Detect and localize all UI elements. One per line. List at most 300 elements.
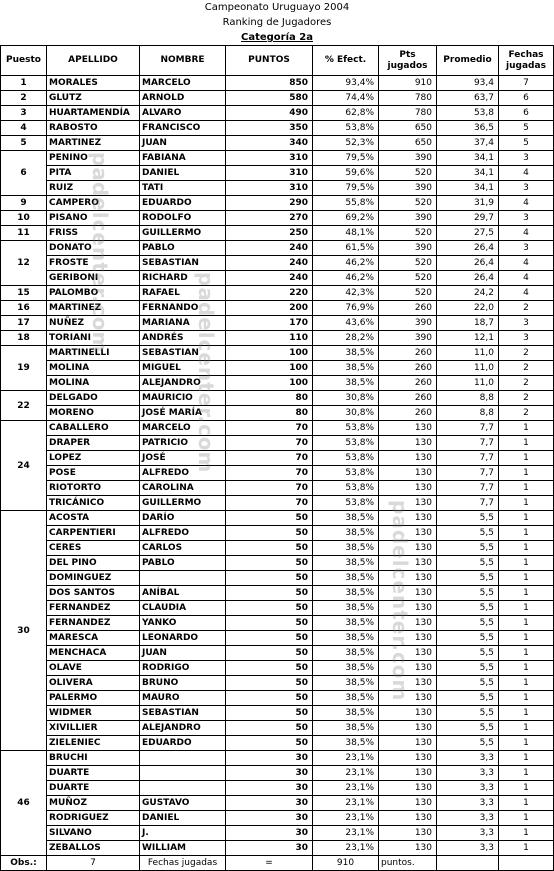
pts-jugados-cell: 520 bbox=[379, 226, 437, 241]
watermark-left: padelcenter.com bbox=[88, 152, 112, 354]
column-header-nombre: NOMBRE bbox=[140, 46, 226, 76]
fechas-jugadas-cell: 1 bbox=[499, 586, 554, 601]
nombre-cell: EDUARDO bbox=[140, 196, 226, 211]
efectividad-cell: 30,8% bbox=[313, 391, 379, 406]
nombre-cell: PABLO bbox=[140, 556, 226, 571]
promedio-cell: 34,1 bbox=[437, 151, 499, 166]
pts-jugados-cell: 390 bbox=[379, 151, 437, 166]
promedio-cell: 5,5 bbox=[437, 616, 499, 631]
fechas-jugadas-cell: 1 bbox=[499, 646, 554, 661]
nombre-cell: ALEJANDRO bbox=[140, 376, 226, 391]
puntos-cell: 70 bbox=[226, 481, 313, 496]
table-row bbox=[1, 826, 554, 841]
efectividad-cell: 79,5% bbox=[313, 151, 379, 166]
pts-jugados-cell: 130 bbox=[379, 811, 437, 826]
efectividad-cell: 48,1% bbox=[313, 226, 379, 241]
nombre-cell: FERNANDO bbox=[140, 301, 226, 316]
promedio-cell: 29,7 bbox=[437, 211, 499, 226]
fechas-jugadas-cell: 1 bbox=[499, 751, 554, 766]
fechas-jugadas-cell: 6 bbox=[499, 91, 554, 106]
efectividad-cell: 46,2% bbox=[313, 271, 379, 286]
apellido-cell: DELGADO bbox=[47, 391, 140, 406]
efectividad-cell: 53,8% bbox=[313, 481, 379, 496]
apellido-cell: DUARTE bbox=[47, 766, 140, 781]
pts-jugados-cell: 260 bbox=[379, 406, 437, 421]
puntos-cell: 80 bbox=[226, 391, 313, 406]
promedio-cell: 5,5 bbox=[437, 586, 499, 601]
nombre-cell: DANIEL bbox=[140, 811, 226, 826]
nombre-cell bbox=[140, 751, 226, 766]
puesto-cell: 1 bbox=[1, 76, 47, 91]
pts-jugados-cell: 260 bbox=[379, 301, 437, 316]
fechas-jugadas-cell: 3 bbox=[499, 211, 554, 226]
fechas-jugadas-cell: 1 bbox=[499, 541, 554, 556]
table-row bbox=[1, 421, 554, 436]
promedio-cell: 11,0 bbox=[437, 346, 499, 361]
nombre-cell: GUSTAVO bbox=[140, 796, 226, 811]
nombre-cell: GUILLERMO bbox=[140, 226, 226, 241]
pts-jugados-cell: 130 bbox=[379, 451, 437, 466]
table-row bbox=[1, 466, 554, 481]
table-row bbox=[1, 241, 554, 256]
efectividad-cell: 38,5% bbox=[313, 511, 379, 526]
puntos-cell: 70 bbox=[226, 466, 313, 481]
puntos-cell: 110 bbox=[226, 331, 313, 346]
apellido-cell: DOS SANTOS bbox=[47, 586, 140, 601]
apellido-cell: BRUCHI bbox=[47, 751, 140, 766]
fechas-jugadas-cell: 1 bbox=[499, 736, 554, 751]
apellido-cell: OLIVERA bbox=[47, 676, 140, 691]
efectividad-cell: 53,8% bbox=[313, 496, 379, 511]
table-row bbox=[1, 766, 554, 781]
table-row bbox=[1, 616, 554, 631]
puesto-cell: 12 bbox=[1, 241, 47, 286]
promedio-cell: 5,5 bbox=[437, 556, 499, 571]
pts-jugados-cell: 130 bbox=[379, 691, 437, 706]
fechas-jugadas-cell: 1 bbox=[499, 691, 554, 706]
efectividad-cell: 74,4% bbox=[313, 91, 379, 106]
apellido-cell: PALERMO bbox=[47, 691, 140, 706]
fechas-jugadas-cell: 1 bbox=[499, 481, 554, 496]
watermark-center: padelcenter.com bbox=[194, 272, 218, 474]
puesto-cell: 18 bbox=[1, 331, 47, 346]
puntos-cell: 310 bbox=[226, 166, 313, 181]
table-row bbox=[1, 451, 554, 466]
pts-jugados-cell: 520 bbox=[379, 286, 437, 301]
puntos-cell: 490 bbox=[226, 106, 313, 121]
efectividad-cell: 76,9% bbox=[313, 301, 379, 316]
pts-jugados-cell: 390 bbox=[379, 331, 437, 346]
apellido-cell: GERIBONI bbox=[47, 271, 140, 286]
table-row bbox=[1, 841, 554, 856]
efectividad-cell: 42,3% bbox=[313, 286, 379, 301]
table-row bbox=[1, 151, 554, 166]
pts-jugados-cell: 130 bbox=[379, 631, 437, 646]
apellido-cell: CARPENTIERI bbox=[47, 526, 140, 541]
pts-jugados-cell: 130 bbox=[379, 586, 437, 601]
apellido-cell: POSE bbox=[47, 466, 140, 481]
apellido-cell: PITA bbox=[47, 166, 140, 181]
nombre-cell: LEONARDO bbox=[140, 631, 226, 646]
fechas-jugadas-cell: 1 bbox=[499, 421, 554, 436]
fechas-jugadas-cell: 1 bbox=[499, 826, 554, 841]
puntos-cell: 100 bbox=[226, 346, 313, 361]
fechas-jugadas-cell: 1 bbox=[499, 706, 554, 721]
category-title: Categoría 2a bbox=[241, 32, 313, 43]
promedio-cell: 3,3 bbox=[437, 766, 499, 781]
pts-jugados-cell: 780 bbox=[379, 91, 437, 106]
fechas-jugadas-cell: 4 bbox=[499, 226, 554, 241]
table-row bbox=[1, 691, 554, 706]
nombre-cell: RAFAEL bbox=[140, 286, 226, 301]
pts-jugados-cell: 130 bbox=[379, 481, 437, 496]
fechas-jugadas-cell: 5 bbox=[499, 136, 554, 151]
promedio-cell: 3,3 bbox=[437, 796, 499, 811]
apellido-cell: CERES bbox=[47, 541, 140, 556]
puesto-cell: 9 bbox=[1, 196, 47, 211]
puntos-label: puntos. bbox=[379, 856, 437, 871]
apellido-cell: RIOTORTO bbox=[47, 481, 140, 496]
puntos-cell: 30 bbox=[226, 766, 313, 781]
efectividad-cell: 43,6% bbox=[313, 316, 379, 331]
fechas-jugadas-cell: 1 bbox=[499, 451, 554, 466]
apellido-cell: HUARTAMENDÍA bbox=[47, 106, 140, 121]
puesto-cell: 4 bbox=[1, 121, 47, 136]
efectividad-cell: 79,5% bbox=[313, 181, 379, 196]
apellido-cell: PENINO bbox=[47, 151, 140, 166]
table-row bbox=[1, 256, 554, 271]
fechas-jugadas-cell: 1 bbox=[499, 616, 554, 631]
table-row bbox=[1, 736, 554, 751]
table-row bbox=[1, 136, 554, 151]
pts-jugados-cell: 130 bbox=[379, 661, 437, 676]
nombre-cell: DANIEL bbox=[140, 166, 226, 181]
pts-jugados-cell: 650 bbox=[379, 121, 437, 136]
pts-jugados-cell: 520 bbox=[379, 166, 437, 181]
nombre-cell: PABLO bbox=[140, 241, 226, 256]
promedio-cell: 11,0 bbox=[437, 376, 499, 391]
nombre-cell: FABIANA bbox=[140, 151, 226, 166]
fechas-jugadas-cell: 2 bbox=[499, 346, 554, 361]
puntos-cell: 80 bbox=[226, 406, 313, 421]
table-row bbox=[1, 556, 554, 571]
nombre-cell: J. bbox=[140, 826, 226, 841]
fechas-jugadas-cell: 1 bbox=[499, 466, 554, 481]
puntos-cell: 850 bbox=[226, 76, 313, 91]
puntos-cell: 50 bbox=[226, 706, 313, 721]
nombre-cell: MAURO bbox=[140, 691, 226, 706]
puntos-cell: 50 bbox=[226, 556, 313, 571]
table-header-row bbox=[1, 46, 554, 76]
nombre-cell bbox=[140, 781, 226, 796]
apellido-cell: MARTINEZ bbox=[47, 136, 140, 151]
promedio-cell: 5,5 bbox=[437, 571, 499, 586]
efectividad-cell: 53,8% bbox=[313, 421, 379, 436]
pts-jugados-cell: 130 bbox=[379, 541, 437, 556]
puntos-cell: 30 bbox=[226, 781, 313, 796]
fechas-jugadas-cell: 2 bbox=[499, 376, 554, 391]
efectividad-cell: 23,1% bbox=[313, 811, 379, 826]
championship-title: Campeonato Uruguayo 2004 bbox=[204, 2, 350, 13]
table-row bbox=[1, 631, 554, 646]
puntos-cell: 50 bbox=[226, 676, 313, 691]
fechas-jugadas-cell: 1 bbox=[499, 781, 554, 796]
efectividad-cell: 23,1% bbox=[313, 766, 379, 781]
efectividad-cell: 38,5% bbox=[313, 661, 379, 676]
table-row bbox=[1, 676, 554, 691]
promedio-cell: 5,5 bbox=[437, 736, 499, 751]
nombre-cell: JUAN bbox=[140, 136, 226, 151]
apellido-cell: RABOSTO bbox=[47, 121, 140, 136]
apellido-cell: MARESCA bbox=[47, 631, 140, 646]
promedio-cell: 8,8 bbox=[437, 391, 499, 406]
puntos-cell: 50 bbox=[226, 616, 313, 631]
nombre-cell: MARIANA bbox=[140, 316, 226, 331]
table-row bbox=[1, 181, 554, 196]
nombre-cell: ALFREDO bbox=[140, 526, 226, 541]
puntos-cell: 50 bbox=[226, 691, 313, 706]
table-row bbox=[1, 376, 554, 391]
nombre-cell: WILLIAM bbox=[140, 841, 226, 856]
puesto-cell: 19 bbox=[1, 346, 47, 391]
puntos-cell: 50 bbox=[226, 586, 313, 601]
efectividad-cell: 38,5% bbox=[313, 361, 379, 376]
table-row bbox=[1, 496, 554, 511]
pts-jugados-cell: 130 bbox=[379, 556, 437, 571]
apellido-cell: ACOSTA bbox=[47, 511, 140, 526]
puntos-cell: 30 bbox=[226, 841, 313, 856]
apellido-cell: SILVANO bbox=[47, 826, 140, 841]
table-row bbox=[1, 586, 554, 601]
pts-jugados-cell: 130 bbox=[379, 571, 437, 586]
pts-jugados-cell: 390 bbox=[379, 241, 437, 256]
ranking-subtitle: Ranking de Jugadores bbox=[222, 17, 332, 28]
pts-jugados-cell: 130 bbox=[379, 796, 437, 811]
table-row bbox=[1, 706, 554, 721]
table-row bbox=[1, 526, 554, 541]
nombre-cell: CAROLINA bbox=[140, 481, 226, 496]
promedio-cell: 5,5 bbox=[437, 691, 499, 706]
puntos-cell: 350 bbox=[226, 121, 313, 136]
promedio-cell: 5,5 bbox=[437, 721, 499, 736]
efectividad-cell: 69,2% bbox=[313, 211, 379, 226]
efectividad-cell: 38,5% bbox=[313, 526, 379, 541]
pts-jugados-cell: 260 bbox=[379, 346, 437, 361]
fechas-jugadas-cell: 3 bbox=[499, 151, 554, 166]
promedio-cell: 7,7 bbox=[437, 421, 499, 436]
puntos-cell: 50 bbox=[226, 661, 313, 676]
apellido-cell: PISANO bbox=[47, 211, 140, 226]
puntos-cell: 50 bbox=[226, 526, 313, 541]
apellido-cell: DUARTE bbox=[47, 781, 140, 796]
fechas-jugadas-cell: 1 bbox=[499, 796, 554, 811]
promedio-cell: 7,7 bbox=[437, 496, 499, 511]
nombre-cell: ANÍBAL bbox=[140, 586, 226, 601]
pts-jugados-cell: 390 bbox=[379, 211, 437, 226]
obs-label: Obs.: bbox=[1, 856, 47, 871]
puesto-cell: 15 bbox=[1, 286, 47, 301]
apellido-cell: WIDMER bbox=[47, 706, 140, 721]
fechas-jugadas-cell: 1 bbox=[499, 571, 554, 586]
pts-jugados-cell: 130 bbox=[379, 466, 437, 481]
promedio-cell: 7,7 bbox=[437, 451, 499, 466]
promedio-cell: 12,1 bbox=[437, 331, 499, 346]
fechas-jugadas-cell: 1 bbox=[499, 661, 554, 676]
puntos-cell: 310 bbox=[226, 151, 313, 166]
efectividad-cell: 23,1% bbox=[313, 796, 379, 811]
pts-jugados-cell: 520 bbox=[379, 256, 437, 271]
fechas-jugadas-cell: 1 bbox=[499, 631, 554, 646]
promedio-cell: 26,4 bbox=[437, 241, 499, 256]
promedio-cell: 5,5 bbox=[437, 676, 499, 691]
efectividad-cell: 53,8% bbox=[313, 121, 379, 136]
promedio-cell: 7,7 bbox=[437, 436, 499, 451]
puntos-cell: 170 bbox=[226, 316, 313, 331]
puesto-cell: 3 bbox=[1, 106, 47, 121]
apellido-cell: RUIZ bbox=[47, 181, 140, 196]
pts-jugados-cell: 130 bbox=[379, 646, 437, 661]
column-header-apellido: APELLIDO bbox=[47, 46, 140, 76]
puesto-cell: 22 bbox=[1, 391, 47, 421]
table-row bbox=[1, 661, 554, 676]
apellido-cell: NUÑEZ bbox=[47, 316, 140, 331]
footer-empty-cell bbox=[437, 856, 499, 871]
apellido-cell: FRISS bbox=[47, 226, 140, 241]
apellido-cell: CAMPERO bbox=[47, 196, 140, 211]
puesto-cell: 24 bbox=[1, 421, 47, 511]
puntos-cell: 290 bbox=[226, 196, 313, 211]
apellido-cell: GLUTZ bbox=[47, 91, 140, 106]
efectividad-cell: 38,5% bbox=[313, 616, 379, 631]
efectividad-cell: 23,1% bbox=[313, 826, 379, 841]
efectividad-cell: 23,1% bbox=[313, 751, 379, 766]
puntos-cell: 30 bbox=[226, 796, 313, 811]
nombre-cell: SEBASTIAN bbox=[140, 346, 226, 361]
fechas-jugadas-cell: 3 bbox=[499, 181, 554, 196]
apellido-cell: MARTINELLI bbox=[47, 346, 140, 361]
equals-sign: = bbox=[226, 856, 313, 871]
apellido-cell: CABALLERO bbox=[47, 421, 140, 436]
nombre-cell: EDUARDO bbox=[140, 736, 226, 751]
table-row bbox=[1, 541, 554, 556]
efectividad-cell: 38,5% bbox=[313, 346, 379, 361]
fechas-jugadas-cell: 1 bbox=[499, 601, 554, 616]
nombre-cell: JUAN bbox=[140, 646, 226, 661]
puntos-cell: 220 bbox=[226, 286, 313, 301]
promedio-cell: 3,3 bbox=[437, 781, 499, 796]
watermark-right: padelcenter.com bbox=[388, 500, 412, 702]
promedio-cell: 7,7 bbox=[437, 466, 499, 481]
table-row bbox=[1, 511, 554, 526]
fechas-label: Fechas jugadas bbox=[140, 856, 226, 871]
puntos-cell: 50 bbox=[226, 721, 313, 736]
pts-jugados-cell: 130 bbox=[379, 496, 437, 511]
apellido-cell: DEL PINO bbox=[47, 556, 140, 571]
apellido-cell: MOLINA bbox=[47, 361, 140, 376]
apellido-cell: MENCHACA bbox=[47, 646, 140, 661]
nombre-cell: TATI bbox=[140, 181, 226, 196]
fechas-jugadas-cell: 4 bbox=[499, 166, 554, 181]
fechas-jugadas-cell: 4 bbox=[499, 256, 554, 271]
fechas-jugadas-cell: 6 bbox=[499, 106, 554, 121]
puntos-cell: 70 bbox=[226, 421, 313, 436]
apellido-cell: MARTINEZ bbox=[47, 301, 140, 316]
efectividad-cell: 38,5% bbox=[313, 631, 379, 646]
nombre-cell: SEBASTIAN bbox=[140, 256, 226, 271]
efectividad-cell: 28,2% bbox=[313, 331, 379, 346]
promedio-cell: 5,5 bbox=[437, 511, 499, 526]
nombre-cell: RICHARD bbox=[140, 271, 226, 286]
promedio-cell: 34,1 bbox=[437, 181, 499, 196]
pts-jugados-cell: 260 bbox=[379, 391, 437, 406]
puntos-cell: 50 bbox=[226, 511, 313, 526]
table-row bbox=[1, 331, 554, 346]
puesto-cell: 5 bbox=[1, 136, 47, 151]
puesto-cell: 46 bbox=[1, 751, 47, 856]
efectividad-cell: 62,8% bbox=[313, 106, 379, 121]
fechas-jugadas-cell: 4 bbox=[499, 286, 554, 301]
promedio-cell: 5,5 bbox=[437, 646, 499, 661]
table-row bbox=[1, 211, 554, 226]
apellido-cell: FERNANDEZ bbox=[47, 616, 140, 631]
puntos-cell: 240 bbox=[226, 271, 313, 286]
promedio-cell: 5,5 bbox=[437, 526, 499, 541]
efectividad-cell: 38,5% bbox=[313, 601, 379, 616]
ranking-table bbox=[0, 45, 554, 871]
fechas-jugadas-cell: 1 bbox=[499, 511, 554, 526]
pts-jugados-cell: 130 bbox=[379, 751, 437, 766]
nombre-cell: PATRICIO bbox=[140, 436, 226, 451]
pts-jugados-cell: 130 bbox=[379, 841, 437, 856]
promedio-cell: 22,0 bbox=[437, 301, 499, 316]
puntos-cell: 100 bbox=[226, 376, 313, 391]
table-row bbox=[1, 571, 554, 586]
pts-jugados-cell: 130 bbox=[379, 736, 437, 751]
table-row bbox=[1, 316, 554, 331]
efectividad-cell: 55,8% bbox=[313, 196, 379, 211]
observations-row bbox=[1, 856, 554, 871]
apellido-cell: DOMINGUEZ bbox=[47, 571, 140, 586]
promedio-cell: 63,7 bbox=[437, 91, 499, 106]
apellido-cell: TRICÁNICO bbox=[47, 496, 140, 511]
apellido-cell: TORIANI bbox=[47, 331, 140, 346]
apellido-cell: PALOMBO bbox=[47, 286, 140, 301]
pts-jugados-cell: 130 bbox=[379, 706, 437, 721]
pts-jugados-cell: 650 bbox=[379, 136, 437, 151]
pts-jugados-cell: 390 bbox=[379, 316, 437, 331]
nombre-cell bbox=[140, 571, 226, 586]
fechas-jugadas-cell: 1 bbox=[499, 436, 554, 451]
table-row bbox=[1, 796, 554, 811]
promedio-cell: 53,8 bbox=[437, 106, 499, 121]
efectividad-cell: 46,2% bbox=[313, 256, 379, 271]
puntos-cell: 50 bbox=[226, 601, 313, 616]
pts-jugados-cell: 520 bbox=[379, 271, 437, 286]
table-row bbox=[1, 751, 554, 766]
puntos-cell: 70 bbox=[226, 451, 313, 466]
pts-jugados-cell: 130 bbox=[379, 511, 437, 526]
nombre-cell: RODRIGO bbox=[140, 661, 226, 676]
pts-jugados-cell: 910 bbox=[379, 76, 437, 91]
pts-jugados-cell: 260 bbox=[379, 361, 437, 376]
fechas-jugadas-cell: 2 bbox=[499, 406, 554, 421]
puntos-cell: 200 bbox=[226, 301, 313, 316]
nombre-cell: SEBASTIAN bbox=[140, 706, 226, 721]
efectividad-cell: 38,5% bbox=[313, 556, 379, 571]
nombre-cell: FRANCISCO bbox=[140, 121, 226, 136]
fechas-jugadas-cell: 1 bbox=[499, 766, 554, 781]
fechas-jugadas-cell: 3 bbox=[499, 331, 554, 346]
